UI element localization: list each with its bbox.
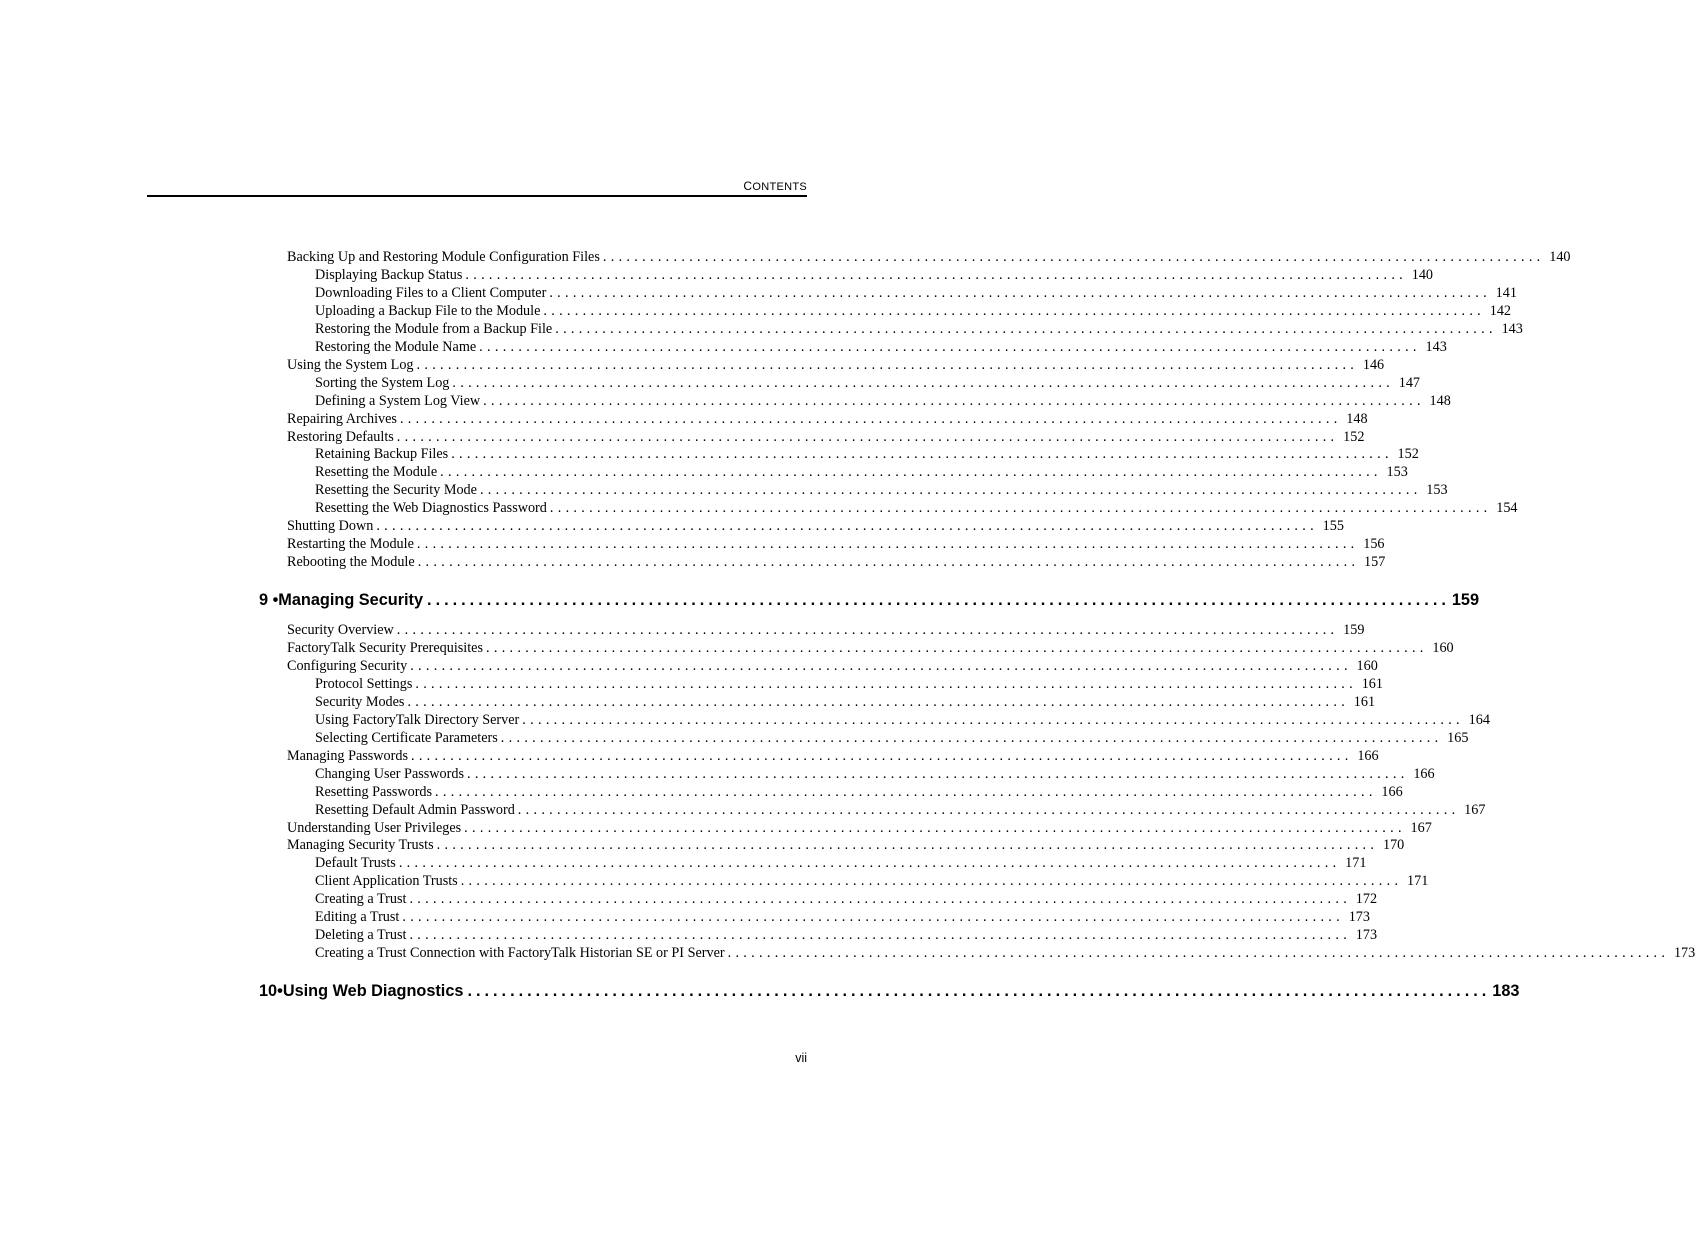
chapter-heading-9[interactable] <box>259 589 1480 611</box>
dot-leader: ........................................................................................................................ <box>460 873 1403 890</box>
page-number: vii <box>795 1051 807 1065</box>
toc-entry-page-number: 173 <box>1348 909 1370 926</box>
toc-entry-title: Sorting the System Log <box>315 374 450 391</box>
toc-entry-page-number: 153 <box>1426 482 1448 499</box>
toc-entry-page-number: 159 <box>1343 622 1365 638</box>
toc-entry-title: Downloading Files to a Client Computer <box>315 284 547 301</box>
chapter-number: 9 • <box>259 591 279 609</box>
toc-entry[interactable] <box>315 729 1469 747</box>
toc-entry-title: Uploading a Backup File to the Module <box>315 302 541 319</box>
toc-entry[interactable] <box>315 392 1451 410</box>
dot-leader: ........................................................................................................................ <box>464 819 1406 836</box>
toc-entry-page-number: 152 <box>1343 428 1365 445</box>
toc-entry-title: Shutting Down <box>287 518 374 535</box>
toc-entry[interactable] <box>287 535 1385 553</box>
toc-entry-page-number: 140 <box>1549 249 1571 265</box>
toc-entry[interactable] <box>287 410 1368 428</box>
running-header-rest: ONTENTS <box>752 181 807 193</box>
toc-entry-title: Resetting Default Admin Password <box>315 801 515 818</box>
toc-entry-title: Managing Security Trusts <box>287 837 434 854</box>
toc-entry-title: Protocol Settings <box>315 675 413 692</box>
toc-entry-page-number: 143 <box>1425 338 1447 355</box>
toc-entry-page-number: 160 <box>1432 640 1454 656</box>
dot-leader: ........................................................................................................................ <box>543 302 1486 319</box>
toc-entry[interactable] <box>315 944 1695 962</box>
dot-leader: ........................................................................................................................ <box>409 891 1352 908</box>
toc-entry-page-number: 172 <box>1355 891 1378 908</box>
toc-entry-page-number: 161 <box>1353 693 1376 710</box>
toc-entry-title: Backing Up and Restoring Module Configuration Files <box>287 249 600 265</box>
toc-entry-title: Resetting the Web Diagnostics Password <box>315 500 547 517</box>
dot-leader: ........................................................................................................................ <box>435 783 1377 800</box>
toc-entry[interactable] <box>315 711 1490 729</box>
toc-entry-title: Managing Passwords <box>287 747 408 764</box>
toc-entry-page-number: 173 <box>1673 945 1695 962</box>
toc-entry[interactable] <box>287 248 1571 266</box>
toc-entry-page-number: 142 <box>1489 302 1512 319</box>
chapter-heading-10[interactable] <box>259 980 1520 1002</box>
toc-entry-title: Repairing Archives <box>287 410 397 427</box>
dot-leader: ........................................................................................................................ <box>410 657 1352 674</box>
toc-entry[interactable] <box>315 890 1378 908</box>
toc-entry[interactable] <box>315 338 1447 356</box>
toc-entry[interactable] <box>287 747 1379 765</box>
toc-entry-title: Retaining Backup Files <box>315 446 449 463</box>
chapter-number: 10• <box>259 982 283 1000</box>
toc-entry[interactable] <box>315 374 1421 392</box>
dot-leader: ........................................................................................................................ <box>415 675 1357 692</box>
chapter-page-number: 159 <box>1451 591 1480 609</box>
running-header <box>743 179 807 193</box>
dot-leader: ........................................................................................................................ <box>396 428 1339 445</box>
dot-leader: ........................................................................................................................ <box>417 554 1360 571</box>
dot-leader: ........................................................................................................................ <box>486 640 1428 656</box>
toc-entry-title: Displaying Backup Status <box>315 266 463 283</box>
toc-entry-page-number: 148 <box>1429 392 1451 409</box>
dot-leader: ........................................................................................................................ <box>555 320 1497 337</box>
toc-entry-title: Restoring Defaults <box>287 428 394 445</box>
toc-entry-title: Resetting the Security Mode <box>315 482 477 499</box>
toc-entry-title: Client Application Trusts <box>315 873 458 890</box>
toc-entry[interactable] <box>315 783 1403 801</box>
toc-entry-page-number: 146 <box>1362 356 1385 373</box>
toc-entry-page-number: 143 <box>1501 320 1523 337</box>
toc-entry-title: Using FactoryTalk Directory Server <box>315 711 520 728</box>
toc-entry[interactable] <box>315 801 1486 819</box>
toc-entry-title: Understanding User Privileges <box>287 819 462 836</box>
toc-entry-title: Editing a Trust <box>315 909 400 926</box>
dot-leader: ........................................................................................................................ <box>416 536 1359 553</box>
toc-entry-title: Resetting Passwords <box>315 783 433 800</box>
dot-leader: ........................................................................................................................ <box>399 410 1342 427</box>
toc-entry-title: Creating a Trust <box>315 891 407 908</box>
toc-entry[interactable] <box>315 481 1448 499</box>
toc-entry[interactable] <box>287 356 1385 374</box>
dot-leader: ........................................................................................................................ <box>466 765 1409 782</box>
dot-leader: ........................................................................................................................ <box>483 392 1425 409</box>
toc-entry-page-number: 147 <box>1398 374 1421 391</box>
dot-leader: ........................................................................................................................ <box>410 747 1353 764</box>
chapter-page-number: 183 <box>1492 982 1520 1000</box>
toc-entry-title: Using the System Log <box>287 356 414 373</box>
dot-leader: ........................................................................................................................ <box>409 927 1352 944</box>
dot-leader: ........................................................................................................................ <box>436 837 1379 854</box>
toc-entry-page-number: 171 <box>1345 855 1367 872</box>
toc-entry[interactable] <box>287 657 1378 675</box>
toc-entry[interactable] <box>315 675 1383 693</box>
toc-entry[interactable] <box>315 320 1523 338</box>
dot-leader: ........................................................................................................................ <box>522 711 1464 728</box>
toc-entry-page-number: 148 <box>1346 410 1368 427</box>
toc-entry[interactable] <box>315 926 1378 944</box>
toc-entry-page-number: 156 <box>1363 536 1385 553</box>
toc-entry[interactable] <box>315 854 1367 872</box>
toc-entry-page-number: 157 <box>1364 554 1386 571</box>
toc-entry-title: Selecting Certificate Parameters <box>315 729 498 746</box>
dot-leader: ........................................................................................................................ <box>407 693 1350 710</box>
toc-entry-page-number: 140 <box>1411 266 1434 283</box>
toc-entry-page-number: 153 <box>1386 464 1408 481</box>
toc-entry-title: Resetting the Module <box>315 464 438 481</box>
dot-leader: ........................................................................................................................ <box>427 591 1450 609</box>
chapter-title: Managing Security <box>278 591 424 609</box>
dot-leader: ........................................................................................................................ <box>452 374 1395 391</box>
toc-entry[interactable] <box>287 819 1432 837</box>
toc-entry-page-number: 166 <box>1381 783 1403 800</box>
dot-leader: ........................................................................................................................ <box>376 518 1318 535</box>
dot-leader: ........................................................................................................................ <box>479 338 1421 355</box>
toc-entry-page-number: 161 <box>1361 675 1383 692</box>
dot-leader: ........................................................................................................................ <box>416 356 1359 373</box>
header-rule <box>147 195 807 197</box>
toc-entry[interactable] <box>287 621 1365 639</box>
toc-entry[interactable] <box>287 517 1344 535</box>
toc-entry[interactable] <box>287 553 1386 571</box>
toc-entry[interactable] <box>315 872 1429 890</box>
dot-leader: ........................................................................................................................ <box>727 945 1670 962</box>
toc-entry-page-number: 166 <box>1357 747 1379 764</box>
toc-entry[interactable] <box>315 765 1435 783</box>
toc-entry[interactable] <box>287 639 1454 657</box>
dot-leader: ........................................................................................................................ <box>500 729 1443 746</box>
toc-entry-title: Defining a System Log View <box>315 392 481 409</box>
toc-entry[interactable] <box>287 428 1365 446</box>
dot-leader: ........................................................................................................................ <box>398 855 1341 872</box>
toc-entry-title: Creating a Trust Connection with FactoryTalk Historian SE or PI Server <box>315 945 725 962</box>
dot-leader: ........................................................................................................................ <box>479 482 1422 499</box>
toc-entry-title: Restarting the Module <box>287 536 414 553</box>
toc-entry-page-number: 154 <box>1496 500 1518 517</box>
toc-entry[interactable] <box>315 463 1408 481</box>
toc-entry-page-number: 167 <box>1464 801 1486 818</box>
dot-leader: ........................................................................................................................ <box>517 801 1460 818</box>
toc-entry-title: Configuring Security <box>287 657 408 674</box>
toc-entry-page-number: 170 <box>1382 837 1405 854</box>
dot-leader: ........................................................................................................................ <box>549 284 1491 301</box>
dot-leader: ........................................................................................................................ <box>396 622 1339 638</box>
toc-entry[interactable] <box>315 445 1419 463</box>
toc-entry-page-number: 166 <box>1413 765 1435 782</box>
toc-entry[interactable] <box>315 908 1370 926</box>
dot-leader: ........................................................................................................................ <box>465 266 1408 283</box>
toc-entry-title: Default Trusts <box>315 855 396 872</box>
toc-entry[interactable] <box>315 266 1434 284</box>
toc-entry[interactable] <box>315 302 1512 320</box>
toc-entry-title: Changing User Passwords <box>315 765 464 782</box>
dot-leader: ........................................................................................................................ <box>602 249 1545 265</box>
toc-entry-title: Rebooting the Module <box>287 554 415 571</box>
toc-entry-title: Deleting a Trust <box>315 927 407 944</box>
running-header-initial: C <box>743 179 753 193</box>
toc-entry-title: Restoring the Module Name <box>315 338 477 355</box>
toc-entry-title: FactoryTalk Security Prerequisites <box>287 640 484 656</box>
toc-entry-page-number: 165 <box>1447 729 1469 746</box>
toc-entry-page-number: 167 <box>1410 819 1432 836</box>
toc-entry-title: Restoring the Module from a Backup File <box>315 320 553 337</box>
toc-entry-page-number: 152 <box>1397 446 1419 463</box>
dot-leader: ........................................................................................................................ <box>451 446 1393 463</box>
toc-entry[interactable] <box>315 499 1518 517</box>
toc-entry-page-number: 141 <box>1495 284 1517 301</box>
dot-leader: ........................................................................................................................ <box>467 982 1491 1000</box>
toc-entry-page-number: 173 <box>1355 927 1378 944</box>
toc-entry-page-number: 155 <box>1322 518 1344 535</box>
toc-entry-page-number: 171 <box>1407 873 1429 890</box>
toc-entry-title: Security Overview <box>287 622 394 638</box>
toc-entry-page-number: 160 <box>1356 657 1378 674</box>
toc-entry[interactable] <box>315 693 1376 711</box>
chapter-title: Using Web Diagnostics <box>282 982 464 1000</box>
toc-entry-page-number: 164 <box>1468 711 1490 728</box>
dot-leader: ........................................................................................................................ <box>440 464 1382 481</box>
toc-entry-title: Security Modes <box>315 693 405 710</box>
dot-leader: ........................................................................................................................ <box>549 500 1492 517</box>
toc-entry[interactable] <box>315 284 1517 302</box>
toc-entry[interactable] <box>287 836 1405 854</box>
dot-leader: ........................................................................................................................ <box>402 909 1344 926</box>
